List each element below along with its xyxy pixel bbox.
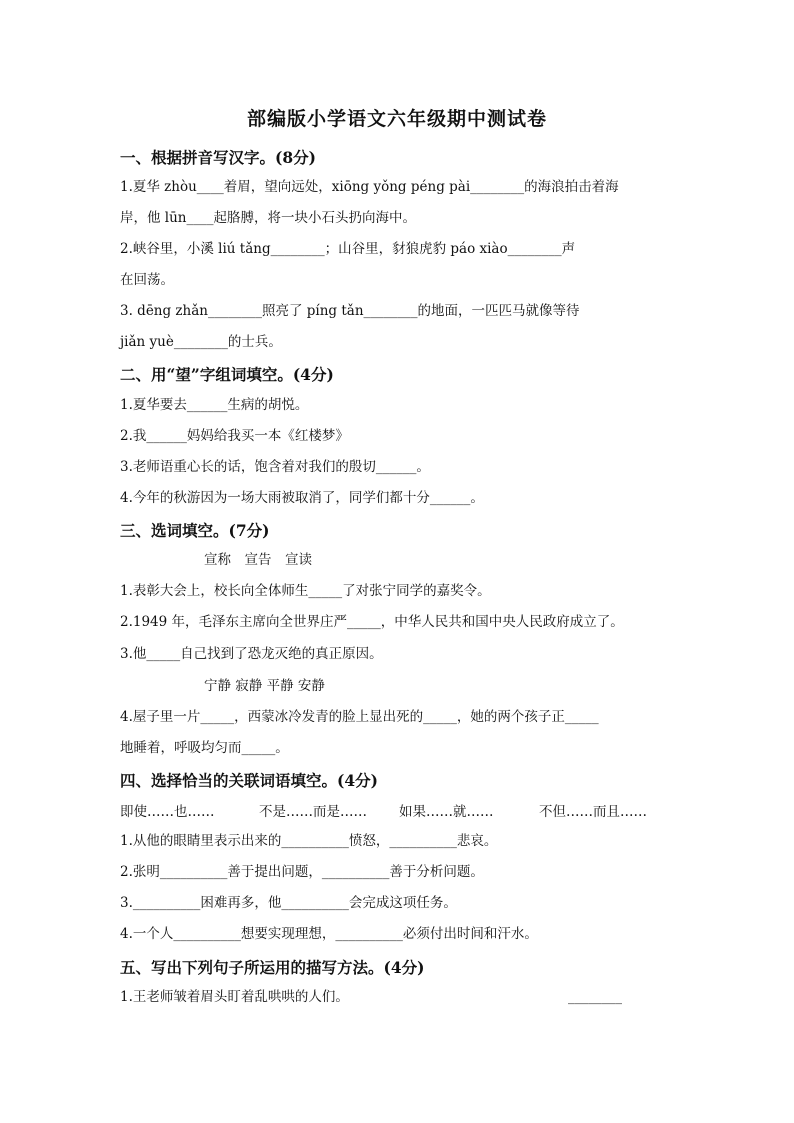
question-line: 1.从他的眼睛里表示出来的__________愤怒，__________悲哀。 [120,833,498,849]
question-line: 1.夏华要去______生病的胡悦。 [120,397,309,413]
question-line: 2.峡谷里，小溪 liú tǎng________；山谷里，豺狼虎豹 páo xiào________声 [120,241,576,257]
conjunction-option: 不但……而且…… [539,804,647,820]
question-line: 2.1949 年，毛泽东主席向全世界庄严_____，中华人民共和国中央人民政府成立了。 [120,614,624,630]
question-line: 3.老师语重心长的话，饱含着对我们的殷切______。 [120,459,430,475]
conjunction-option: 如果……就…… [399,804,494,820]
section-3-heading: 三、选词填空。(7分) [120,521,270,540]
question-line: 4.今年的秋游因为一场大雨被取消了，同学们都十分______。 [120,490,484,506]
question-line: 在回荡。 [120,272,174,288]
question-line: 1.表彰大会上，校长向全体师生_____了对张宁同学的嘉奖令。 [120,583,491,599]
page-title: 部编版小学语文六年级期中测试卷 [246,108,547,130]
question-line: 2.张明__________善于提出问题，__________善于分析问题。 [120,864,484,880]
question-line: 4.屋子里一片_____，西蒙冰冷发青的脸上显出死的_____，她的两个孩子正_____ [120,709,599,725]
conjunction-option: 不是……而是…… [259,804,367,820]
question-line: 地睡着，呼吸均匀而_____。 [120,740,289,756]
question-line: jiǎn yuè________的士兵。 [120,334,282,350]
question-line: 2.我______妈妈给我买一本《红楼梦》 [120,428,349,444]
section-2-heading: 二、用“望”字组词填空。(4分) [120,365,334,384]
section-4-heading: 四、选择恰当的关联词语填空。(4分) [120,771,378,790]
question-line: 1.王老师皱着眉头盯着乱哄哄的人们。 [120,989,349,1005]
question-line: 1.夏华 zhòu____着眉，望向远处，xiōng yǒng péng pài________的海浪拍击着海 [120,179,619,195]
word-choices: 宣称 宣告 宣读 [204,552,312,568]
question-line: 3.他_____自己找到了恐龙灭绝的真正原因。 [120,646,383,662]
section-1-heading: 一、根据拼音写汉字。(8分) [120,148,316,167]
conjunction-option: 即使……也…… [120,804,215,820]
question-line: 4.一个人__________想要实现理想，__________必须付出时间和汗水。 [120,926,538,942]
section-5-heading: 五、写出下列句子所运用的描写方法。(4分) [120,958,425,977]
question-line: 3.__________困难再多，他__________会完成这项任务。 [120,895,457,911]
question-line: 3. dēng zhǎn________照亮了 píng tǎn________的地面，一匹匹马就像等待 [120,303,580,319]
word-choices: 宁静 寂静 平静 安静 [204,678,325,694]
question-line: 岸，他 lūn____起胳膊，将一块小石头扔向海中。 [120,210,416,226]
answer-blank[interactable]: ________ [568,989,622,1005]
